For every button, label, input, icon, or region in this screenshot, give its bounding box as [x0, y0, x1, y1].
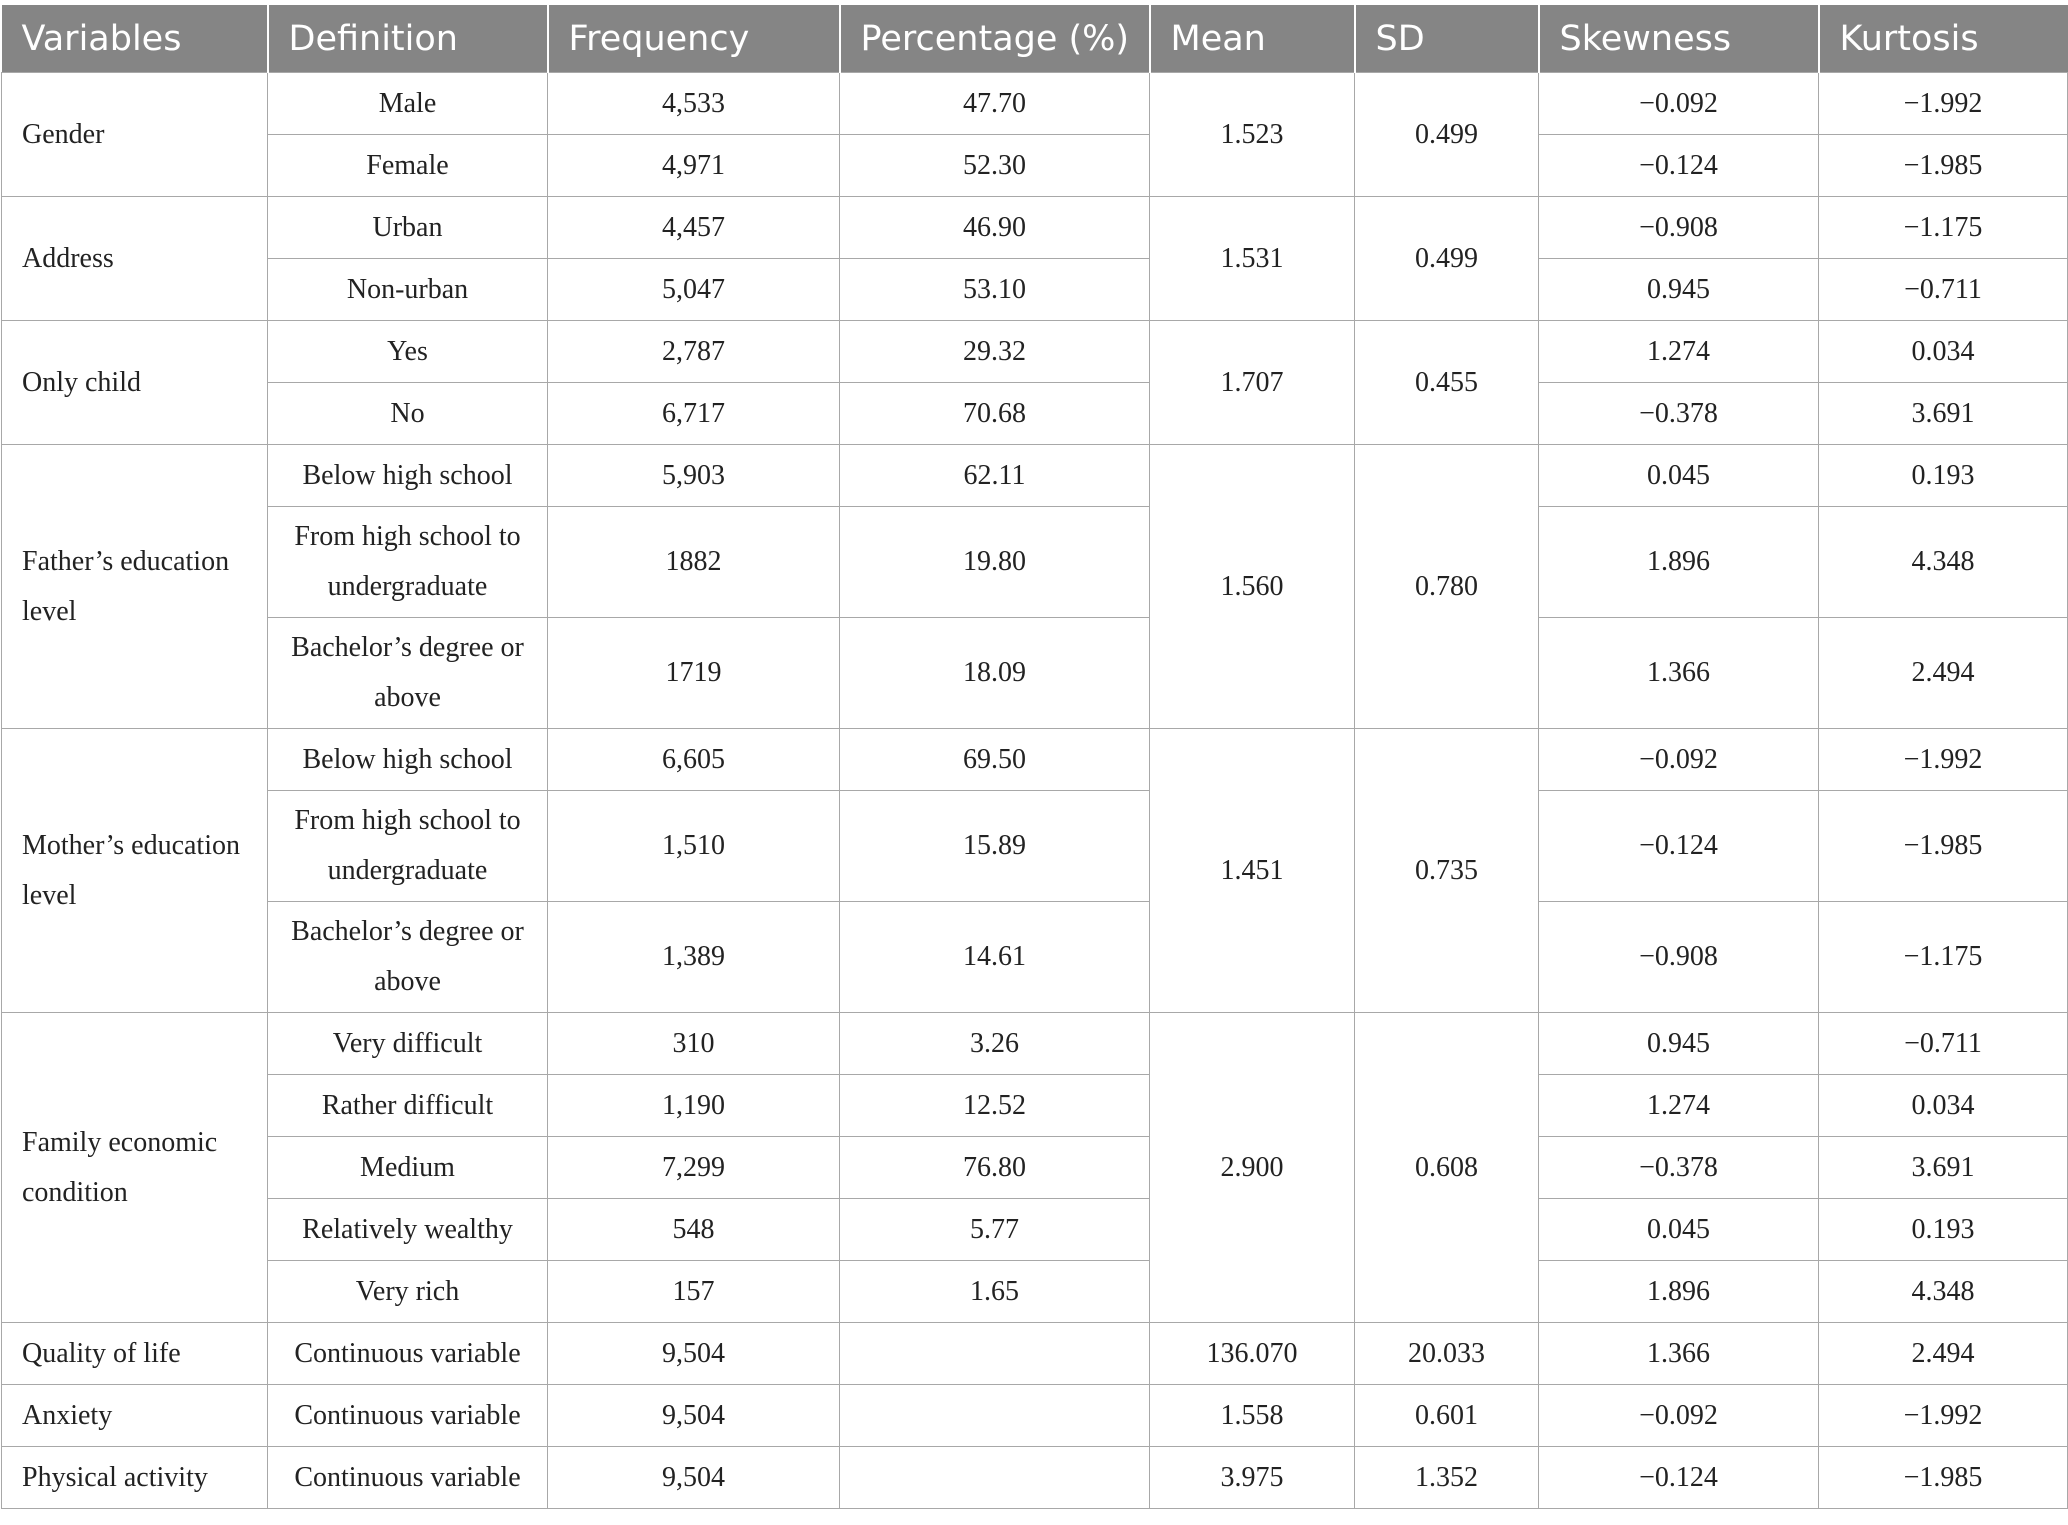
skewness-cell: 0.945 — [1539, 1013, 1819, 1075]
header-row — [2, 5, 2068, 73]
kurtosis-cell: −1.985 — [1819, 135, 2068, 197]
definition-cell: Very rich — [268, 1261, 548, 1323]
variable-cell: Quality of life — [2, 1323, 268, 1385]
percentage-cell: 70.68 — [840, 383, 1150, 445]
frequency-cell: 1,510 — [548, 791, 840, 902]
mean-cell: 1.558 — [1150, 1385, 1355, 1447]
skewness-cell: 0.945 — [1539, 259, 1819, 321]
kurtosis-cell: −1.985 — [1819, 1447, 2068, 1509]
frequency-cell: 310 — [548, 1013, 840, 1075]
frequency-cell: 2,787 — [548, 321, 840, 383]
column-header-definition: Definition — [268, 5, 548, 73]
definition-cell: No — [268, 383, 548, 445]
kurtosis-cell: 3.691 — [1819, 1137, 2068, 1199]
skewness-cell: −0.124 — [1539, 791, 1819, 902]
frequency-cell: 5,047 — [548, 259, 840, 321]
skewness-cell: −0.908 — [1539, 197, 1819, 259]
frequency-cell: 5,903 — [548, 445, 840, 507]
column-header-mean: Mean — [1150, 5, 1355, 73]
table-row — [2, 507, 2068, 618]
kurtosis-cell: 0.193 — [1819, 445, 2068, 507]
percentage-cell: 47.70 — [840, 73, 1150, 135]
percentage-cell: 3.26 — [840, 1013, 1150, 1075]
percentage-cell: 1.65 — [840, 1261, 1150, 1323]
kurtosis-cell: 2.494 — [1819, 1323, 2068, 1385]
definition-cell: Rather difficult — [268, 1075, 548, 1137]
sd-cell: 0.735 — [1355, 729, 1539, 1013]
kurtosis-cell: 3.691 — [1819, 383, 2068, 445]
table-row — [2, 135, 2068, 197]
table-row — [2, 197, 2068, 259]
skewness-cell: −0.092 — [1539, 729, 1819, 791]
percentage-cell — [840, 1447, 1150, 1509]
mean-cell: 3.975 — [1150, 1447, 1355, 1509]
frequency-cell: 6,717 — [548, 383, 840, 445]
table-row — [2, 1137, 2068, 1199]
kurtosis-cell: −0.711 — [1819, 259, 2068, 321]
table-row — [2, 1075, 2068, 1137]
kurtosis-cell: −1.992 — [1819, 1385, 2068, 1447]
skewness-cell: 1.274 — [1539, 321, 1819, 383]
skewness-cell: 1.366 — [1539, 1323, 1819, 1385]
skewness-cell: −0.092 — [1539, 73, 1819, 135]
skewness-cell: −0.378 — [1539, 383, 1819, 445]
table-row — [2, 1199, 2068, 1261]
mean-cell: 1.560 — [1150, 445, 1355, 729]
table-row — [2, 791, 2068, 902]
skewness-cell: 1.274 — [1539, 1075, 1819, 1137]
frequency-cell: 1882 — [548, 507, 840, 618]
kurtosis-cell: −0.711 — [1819, 1013, 2068, 1075]
variable-cell: Gender — [2, 73, 268, 197]
descriptive-statistics-table — [1, 5, 2068, 1509]
definition-cell: Very difficult — [268, 1013, 548, 1075]
skewness-cell: 1.896 — [1539, 1261, 1819, 1323]
kurtosis-cell: 0.193 — [1819, 1199, 2068, 1261]
skewness-cell: −0.378 — [1539, 1137, 1819, 1199]
percentage-cell: 14.61 — [840, 902, 1150, 1013]
frequency-cell: 9,504 — [548, 1385, 840, 1447]
table-row — [2, 259, 2068, 321]
definition-cell: Urban — [268, 197, 548, 259]
column-header-frequency: Frequency — [548, 5, 840, 73]
sd-cell: 0.608 — [1355, 1013, 1539, 1323]
column-header-sd: SD — [1355, 5, 1539, 73]
definition-cell: Yes — [268, 321, 548, 383]
table-row — [2, 1013, 2068, 1075]
mean-cell: 1.531 — [1150, 197, 1355, 321]
mean-cell: 136.070 — [1150, 1323, 1355, 1385]
percentage-cell: 15.89 — [840, 791, 1150, 902]
frequency-cell: 6,605 — [548, 729, 840, 791]
variable-cell: Anxiety — [2, 1385, 268, 1447]
skewness-cell: 0.045 — [1539, 445, 1819, 507]
sd-cell: 0.455 — [1355, 321, 1539, 445]
table-row — [2, 383, 2068, 445]
skewness-cell: −0.124 — [1539, 1447, 1819, 1509]
percentage-cell — [840, 1323, 1150, 1385]
table-row — [2, 729, 2068, 791]
table-row — [2, 73, 2068, 135]
definition-cell: Non-urban — [268, 259, 548, 321]
column-header-percentage: Percentage (%) — [840, 5, 1150, 73]
frequency-cell: 9,504 — [548, 1323, 840, 1385]
skewness-cell: −0.908 — [1539, 902, 1819, 1013]
frequency-cell: 7,299 — [548, 1137, 840, 1199]
kurtosis-cell: −1.175 — [1819, 197, 2068, 259]
kurtosis-cell: −1.992 — [1819, 729, 2068, 791]
percentage-cell: 46.90 — [840, 197, 1150, 259]
variable-cell: Father’s education level — [2, 445, 268, 729]
definition-cell: From high school to undergraduate — [268, 791, 548, 902]
skewness-cell: 0.045 — [1539, 1199, 1819, 1261]
frequency-cell: 548 — [548, 1199, 840, 1261]
variable-cell: Mother’s education level — [2, 729, 268, 1013]
table-row — [2, 1323, 2068, 1385]
table-header — [2, 5, 2068, 73]
mean-cell: 1.451 — [1150, 729, 1355, 1013]
kurtosis-cell: −1.992 — [1819, 73, 2068, 135]
percentage-cell: 53.10 — [840, 259, 1150, 321]
percentage-cell: 62.11 — [840, 445, 1150, 507]
sd-cell: 20.033 — [1355, 1323, 1539, 1385]
sd-cell: 0.499 — [1355, 197, 1539, 321]
kurtosis-cell: −1.175 — [1819, 902, 2068, 1013]
skewness-cell: −0.092 — [1539, 1385, 1819, 1447]
kurtosis-cell: 2.494 — [1819, 618, 2068, 729]
frequency-cell: 4,457 — [548, 197, 840, 259]
column-header-variables: Variables — [2, 5, 268, 73]
column-header-kurtosis: Kurtosis — [1819, 5, 2068, 73]
table-row — [2, 618, 2068, 729]
table-row — [2, 321, 2068, 383]
frequency-cell: 1,389 — [548, 902, 840, 1013]
mean-cell: 1.707 — [1150, 321, 1355, 445]
mean-cell: 1.523 — [1150, 73, 1355, 197]
percentage-cell: 12.52 — [840, 1075, 1150, 1137]
table-row — [2, 1261, 2068, 1323]
percentage-cell: 76.80 — [840, 1137, 1150, 1199]
definition-cell: From high school to undergraduate — [268, 507, 548, 618]
percentage-cell: 52.30 — [840, 135, 1150, 197]
table-row — [2, 445, 2068, 507]
sd-cell: 1.352 — [1355, 1447, 1539, 1509]
percentage-cell: 5.77 — [840, 1199, 1150, 1261]
definition-cell: Female — [268, 135, 548, 197]
kurtosis-cell: −1.985 — [1819, 791, 2068, 902]
frequency-cell: 4,971 — [548, 135, 840, 197]
skewness-cell: 1.896 — [1539, 507, 1819, 618]
variable-cell: Family economic condition — [2, 1013, 268, 1323]
kurtosis-cell: 4.348 — [1819, 1261, 2068, 1323]
frequency-cell: 4,533 — [548, 73, 840, 135]
variable-cell: Only child — [2, 321, 268, 445]
percentage-cell: 18.09 — [840, 618, 1150, 729]
percentage-cell: 29.32 — [840, 321, 1150, 383]
frequency-cell: 1,190 — [548, 1075, 840, 1137]
skewness-cell: 1.366 — [1539, 618, 1819, 729]
definition-cell: Continuous variable — [268, 1447, 548, 1509]
table-row — [2, 1385, 2068, 1447]
mean-cell: 2.900 — [1150, 1013, 1355, 1323]
skewness-cell: −0.124 — [1539, 135, 1819, 197]
definition-cell: Below high school — [268, 729, 548, 791]
definition-cell: Bachelor’s degree or above — [268, 618, 548, 729]
percentage-cell — [840, 1385, 1150, 1447]
sd-cell: 0.780 — [1355, 445, 1539, 729]
definition-cell: Continuous variable — [268, 1323, 548, 1385]
definition-cell: Below high school — [268, 445, 548, 507]
definition-cell: Medium — [268, 1137, 548, 1199]
definition-cell: Bachelor’s degree or above — [268, 902, 548, 1013]
kurtosis-cell: 0.034 — [1819, 1075, 2068, 1137]
frequency-cell: 157 — [548, 1261, 840, 1323]
frequency-cell: 1719 — [548, 618, 840, 729]
percentage-cell: 69.50 — [840, 729, 1150, 791]
definition-cell: Continuous variable — [268, 1385, 548, 1447]
variable-cell: Address — [2, 197, 268, 321]
variable-cell: Physical activity — [2, 1447, 268, 1509]
table-row — [2, 1447, 2068, 1509]
table-row — [2, 902, 2068, 1013]
sd-cell: 0.601 — [1355, 1385, 1539, 1447]
percentage-cell: 19.80 — [840, 507, 1150, 618]
column-header-skewness: Skewness — [1539, 5, 1819, 73]
definition-cell: Male — [268, 73, 548, 135]
kurtosis-cell: 0.034 — [1819, 321, 2068, 383]
frequency-cell: 9,504 — [548, 1447, 840, 1509]
table-body — [2, 73, 2068, 1509]
sd-cell: 0.499 — [1355, 73, 1539, 197]
definition-cell: Relatively wealthy — [268, 1199, 548, 1261]
kurtosis-cell: 4.348 — [1819, 507, 2068, 618]
